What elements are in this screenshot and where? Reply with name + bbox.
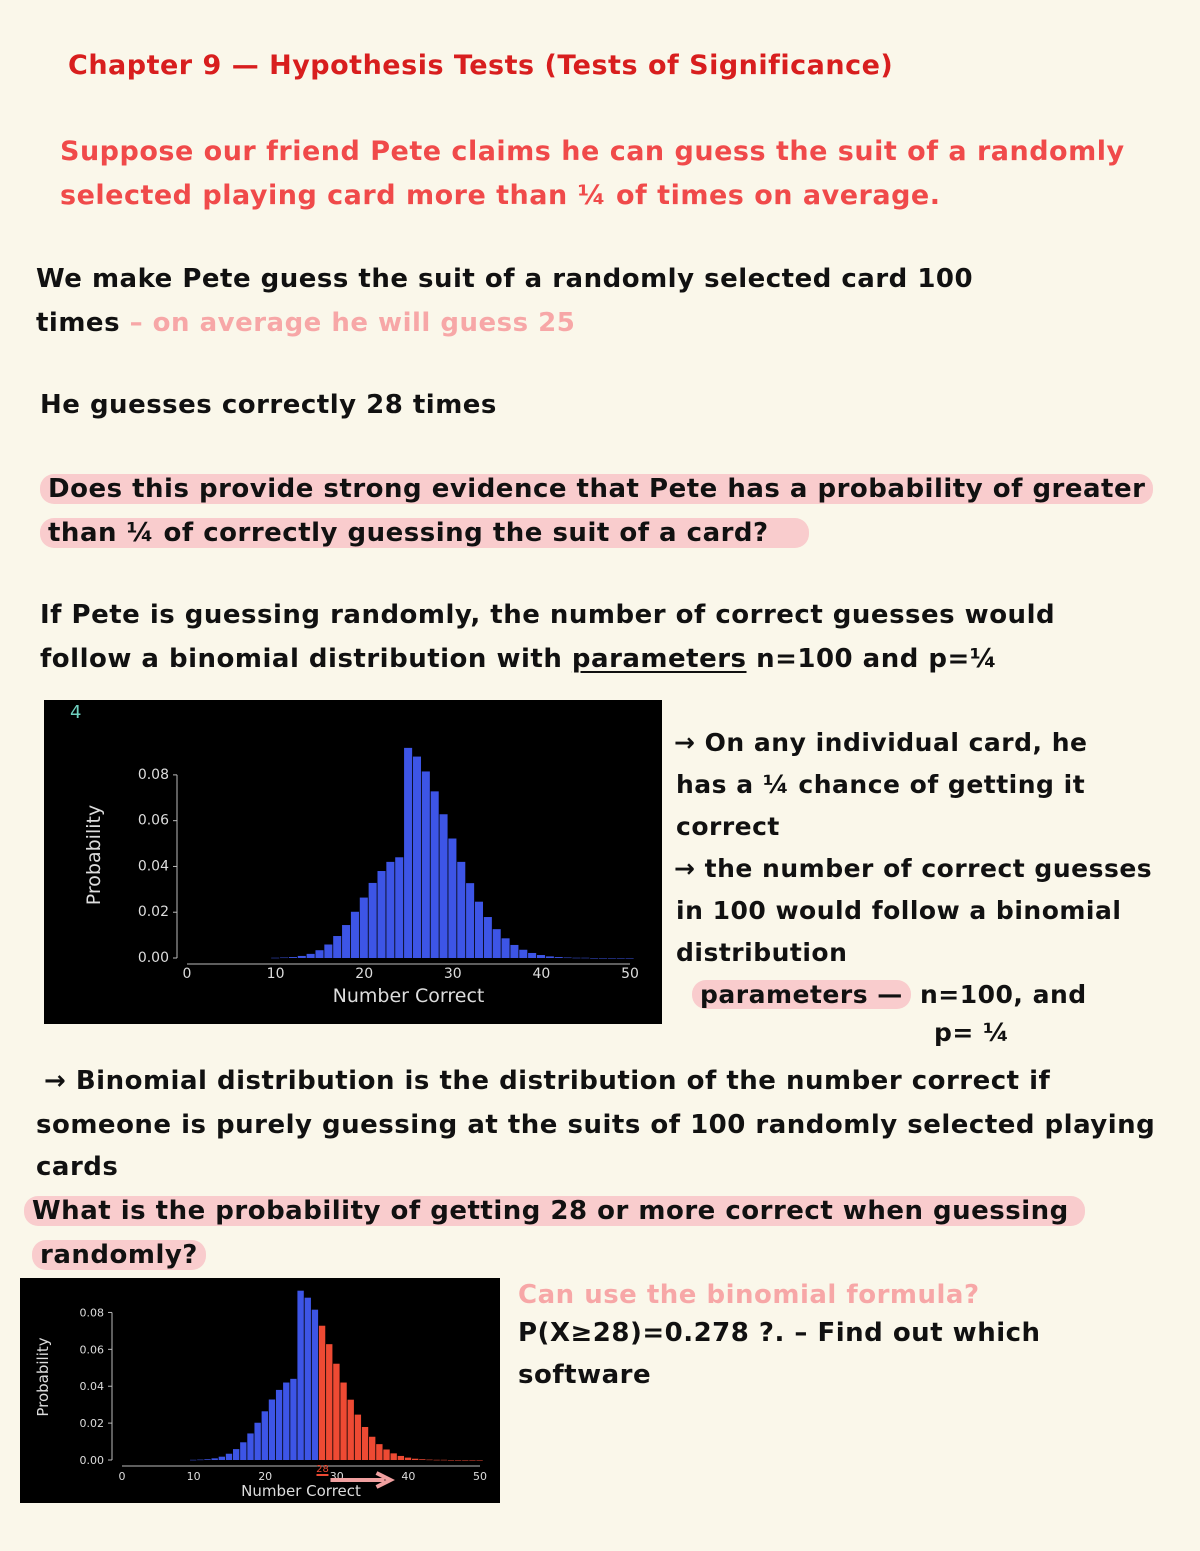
bar-11	[280, 958, 288, 959]
bar-49	[469, 1460, 475, 1461]
y-tick-0.06: 0.06	[137, 812, 169, 829]
x-tick-20: 20	[355, 966, 374, 982]
bar-24	[290, 1379, 296, 1460]
bar-23	[386, 862, 394, 958]
bar-17	[333, 936, 341, 958]
bar-27	[422, 771, 430, 958]
bar-30	[448, 839, 456, 958]
binomial-def-line-1: → Binomial distribution is the distribution of the number correct if	[44, 1066, 1051, 1096]
bar-35	[493, 929, 501, 958]
x-tick-30: 30	[329, 1470, 344, 1483]
bar-29	[326, 1344, 332, 1460]
bar-22	[377, 871, 385, 958]
bar-44	[572, 958, 580, 959]
binomial-intro-text: follow a binomial distribution with	[40, 644, 572, 674]
x-tick-50: 50	[621, 966, 639, 982]
bar-34	[484, 917, 492, 958]
bar-38	[519, 950, 527, 958]
bar-13	[212, 1458, 218, 1460]
bar-20	[262, 1411, 268, 1460]
x-tick-10: 10	[266, 966, 285, 982]
question-1-line-2	[40, 518, 809, 548]
bar-40	[537, 955, 545, 958]
bar-28	[319, 1326, 325, 1460]
bar-50	[476, 1460, 482, 1461]
bar-12	[289, 957, 297, 958]
y-axis-label: Probability	[83, 804, 105, 906]
bar-45	[441, 1460, 447, 1461]
y-tick-0.08: 0.08	[79, 1306, 104, 1320]
binomial-chart-1	[44, 700, 662, 1024]
bar-26	[305, 1298, 311, 1460]
y-tick-0.06: 0.06	[79, 1343, 104, 1357]
binomial-def-line-3: cards	[36, 1152, 119, 1182]
bar-13	[298, 956, 306, 958]
x-tick-10: 10	[186, 1470, 201, 1483]
x-tick-50: 50	[473, 1470, 487, 1483]
binomial-intro-line-1: If Pete is guessing randomly, the number of correct guesses would	[40, 600, 1056, 630]
bar-46	[448, 1460, 454, 1461]
page-title: Chapter 9 — Hypothesis Tests (Tests of Significance)	[68, 50, 894, 81]
bar-33	[475, 902, 483, 958]
bar-31	[457, 862, 465, 958]
bar-24	[395, 857, 403, 958]
bar-45	[581, 958, 589, 959]
binomial-chart-2-svg	[20, 1278, 500, 1503]
intro-line-1: Suppose our friend Pete claims he can guess the suit of a randomly	[60, 136, 1125, 167]
bar-18	[247, 1433, 253, 1460]
bar-40	[405, 1458, 411, 1460]
marker-28-label: 28	[316, 1464, 329, 1475]
bar-28	[431, 791, 439, 958]
bar-42	[419, 1459, 425, 1460]
bar-21	[369, 883, 377, 958]
bar-21	[269, 1400, 275, 1460]
bar-39	[398, 1456, 404, 1460]
y-tick-0.00: 0.00	[137, 950, 169, 966]
bar-46	[590, 958, 598, 959]
x-axis-label: Number Correct	[332, 985, 485, 1007]
side-note-params-n: n=100, and	[910, 980, 1087, 1009]
x-tick-0: 0	[118, 1470, 126, 1483]
bar-32	[348, 1400, 354, 1460]
bar-25	[297, 1291, 303, 1460]
bar-30	[333, 1364, 339, 1460]
x-axis-label: Number Correct	[241, 1482, 361, 1500]
parameters-underlined: parameters	[571, 644, 747, 674]
binomial-def-line-2: someone is purely guessing at the suits of 100 randomly selected playing	[36, 1110, 1156, 1140]
y-axis-label: Probability	[34, 1337, 52, 1417]
bar-48	[608, 958, 616, 959]
result-line: He guesses correctly 28 times	[40, 390, 497, 420]
bar-20	[360, 898, 368, 958]
bar-41	[412, 1459, 418, 1460]
bar-29	[440, 814, 448, 958]
y-tick-0.04: 0.04	[79, 1380, 104, 1394]
bar-47	[599, 958, 607, 959]
side-note-7	[692, 980, 1087, 1009]
bar-16	[324, 944, 332, 958]
binomial-intro-line-2	[40, 644, 997, 674]
experiment-line-1: We make Pete guess the suit of a randomly selected card 100	[36, 264, 974, 294]
y-tick-0.00: 0.00	[79, 1454, 104, 1467]
side-note-parameters: parameters —	[692, 980, 911, 1009]
x-tick-20: 20	[258, 1470, 273, 1483]
side-note-8: p= ¼	[934, 1018, 1010, 1047]
bar-32	[466, 883, 474, 958]
bar-41	[546, 956, 554, 958]
bar-14	[219, 1457, 225, 1460]
question-2-line-1	[24, 1196, 1085, 1226]
experiment-times: times	[36, 308, 121, 338]
bar-23	[283, 1383, 289, 1460]
bar-19	[351, 912, 359, 958]
side-note-5: in 100 would follow a binomial	[676, 896, 1122, 925]
bar-39	[528, 953, 536, 958]
question-2-line-2-text: randomly?	[32, 1240, 206, 1270]
bar-38	[391, 1453, 397, 1460]
bar-34	[362, 1427, 368, 1460]
bar-15	[226, 1454, 232, 1460]
bar-25	[404, 748, 412, 958]
bar-17	[240, 1442, 246, 1460]
bar-12	[204, 1459, 210, 1460]
bar-35	[369, 1437, 375, 1460]
chart-corner-mark: 4	[70, 702, 82, 723]
bar-27	[312, 1310, 318, 1460]
bar-10	[190, 1460, 196, 1461]
bar-18	[342, 925, 350, 958]
question-1-line-1-text: Does this provide strong evidence that Pete has a probability of greater	[40, 474, 1153, 504]
experiment-line-2	[36, 308, 575, 338]
side-note-6: distribution	[676, 938, 848, 967]
bar-22	[276, 1390, 282, 1460]
y-tick-0.02: 0.02	[137, 904, 169, 921]
side-note-4: → the number of correct guesses	[674, 854, 1153, 883]
bar-16	[233, 1449, 239, 1460]
bar-50	[626, 958, 634, 959]
binomial-chart-1-svg	[44, 700, 662, 1024]
bar-37	[510, 945, 518, 958]
bar-33	[355, 1415, 361, 1460]
y-tick-0.08: 0.08	[137, 766, 169, 783]
bar-36	[502, 938, 510, 958]
bar-26	[413, 757, 421, 958]
y-tick-0.04: 0.04	[137, 858, 169, 875]
binomial-intro-params: n=100 and p=¼	[746, 644, 998, 674]
x-tick-0: 0	[182, 966, 192, 982]
bar-15	[315, 950, 323, 958]
bar-44	[433, 1460, 439, 1461]
bar-37	[383, 1449, 389, 1460]
x-tick-40: 40	[401, 1470, 416, 1483]
answer-line-2: software	[518, 1360, 652, 1390]
bar-47	[455, 1460, 461, 1461]
x-tick-40: 40	[532, 966, 551, 982]
bar-36	[376, 1444, 382, 1460]
side-note-1: → On any individual card, he	[674, 728, 1088, 757]
question-1-line-2-text: than ¼ of correctly guessing the suit of a card?	[40, 518, 809, 548]
bar-10	[271, 958, 279, 959]
question-2-line-2	[32, 1240, 206, 1270]
bar-43	[426, 1460, 432, 1461]
bar-49	[617, 958, 625, 959]
question-2-line-1-text: What is the probability of getting 28 or more correct when guessing	[24, 1196, 1085, 1226]
question-1-line-1	[40, 474, 1153, 504]
bar-42	[555, 957, 563, 958]
bar-11	[197, 1460, 203, 1461]
answer-line-1: P(X≥28)=0.278 ?. – Find out which	[518, 1318, 1041, 1348]
experiment-average-note: – on average he will guess 25	[120, 308, 576, 338]
bar-31	[340, 1383, 346, 1460]
bar-48	[462, 1460, 468, 1461]
bar-43	[564, 958, 572, 959]
x-tick-30: 30	[443, 966, 462, 982]
side-note-2: has a ¼ chance of getting it	[676, 770, 1086, 799]
bar-14	[307, 954, 315, 958]
side-note-3: correct	[676, 812, 780, 841]
binomial-chart-2	[20, 1278, 500, 1503]
y-tick-0.02: 0.02	[79, 1417, 104, 1431]
intro-line-2: selected playing card more than ¼ of times on average.	[60, 180, 941, 211]
bar-19	[254, 1423, 260, 1460]
answer-binomial-formula: Can use the binomial formula?	[518, 1280, 980, 1310]
